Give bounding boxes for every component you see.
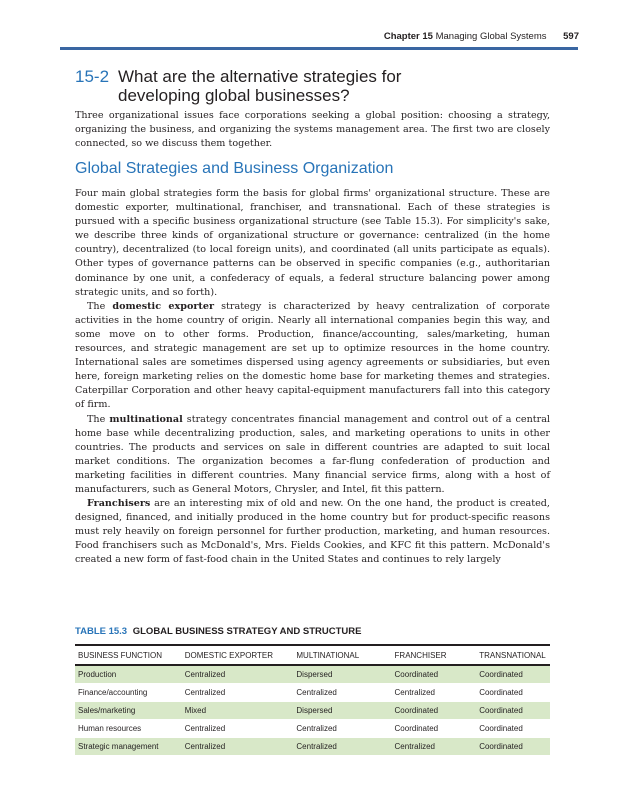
table-cell: Coordinated — [392, 665, 477, 684]
p3-body: strategy concentrates financial management and control out of a central home base while decentralizing production, sales, and marketing operations to units in other countries. The products and services on sale in different countries are adapted to suit local market conditions. The organization becomes a far-flung confederation of production and marketing facilities in different countries. Many financial service firms, along with a host of manufacturers, such as General Motors, Chrysler, and Intel, fit this pattern. — [75, 413, 550, 495]
col-header: TRANSNATIONAL — [476, 645, 550, 665]
table-cell: Finance/accounting — [75, 684, 182, 702]
table-cell: Coordinated — [392, 702, 477, 720]
table-cell: Coordinated — [476, 665, 550, 684]
table-cell: Centralized — [182, 665, 294, 684]
strategy-table — [75, 644, 550, 756]
table-cell: Centralized — [293, 738, 391, 756]
table-title: GLOBAL BUSINESS STRATEGY AND STRUCTURE — [132, 626, 362, 637]
table-cell: Centralized — [293, 684, 391, 702]
table-row — [75, 665, 550, 684]
table-cell: Dispersed — [293, 665, 391, 684]
table-cell: Coordinated — [476, 738, 550, 756]
section-title: What are the alternative strategies for developing global businesses? — [118, 67, 402, 105]
p3-lead: The — [87, 413, 110, 425]
table-cell: Sales/marketing — [75, 702, 182, 720]
col-header: FRANCHISER — [392, 645, 477, 665]
p2-lead: The — [87, 300, 113, 312]
paragraph-4 — [75, 497, 550, 567]
term-multinational: multinational — [109, 413, 183, 425]
table-cell: Coordinated — [392, 720, 477, 738]
paragraph-2 — [75, 300, 550, 413]
table-cell: Centralized — [182, 720, 294, 738]
table-cell: Centralized — [182, 684, 294, 702]
table-cell: Coordinated — [476, 684, 550, 702]
p4-body: are an interesting mix of old and new. On the one hand, the product is created, designed, financed, and initially produced in the home country but for product-specific reasons must rely heavily on foreign personnel for further production, marketing, and human resources. Food franchisers such as McDonald's, Mrs. Fields Cookies, and KFC fit this pattern. McDonald's created a new form of fast-food chain in the United States and continues to rely largely — [75, 498, 550, 566]
term-domestic-exporter: domestic exporter — [112, 300, 215, 312]
col-header: BUSINESS FUNCTION — [75, 645, 182, 665]
page-number: 597 — [563, 31, 579, 42]
chapter-title: Managing Global Systems — [435, 31, 547, 42]
table-row — [75, 738, 550, 756]
col-header: DOMESTIC EXPORTER — [182, 645, 294, 665]
table-cell: Centralized — [392, 738, 477, 756]
table-cell: Human resources — [75, 720, 182, 738]
table-cell: Mixed — [182, 702, 294, 720]
table-cell: Strategic management — [75, 738, 182, 756]
table-row — [75, 720, 550, 738]
table-cell: Coordinated — [476, 720, 550, 738]
table-cell: Dispersed — [293, 702, 391, 720]
table-cell: Production — [75, 665, 182, 684]
table-cell: Coordinated — [476, 702, 550, 720]
table-label: TABLE 15.3 — [75, 626, 128, 637]
main-text — [75, 187, 550, 568]
chapter-label: Chapter 15 — [383, 31, 433, 42]
header-rule — [60, 47, 578, 50]
paragraph-1: Four main global strategies form the basis for global firms' organizational structure. These are domestic exporter, multinational, franchiser, and transnational. Each of these strategies is pursued with a specific business organizational structure (see Table 15.3). For simplicity's sake, we describe three kinds of organizational structure or governance: centralized (in the home country), decentralized (to local foreign units), and coordinated (all units participate as equals). Other types of governance patterns can be observed in specific companies (e.g., authoritarian dominance by one unit, a confederacy of equals, a federal structure balancing power among strategic units, and so forth). — [75, 188, 550, 298]
table-cell: Centralized — [293, 720, 391, 738]
table-header-row — [75, 645, 550, 665]
term-franchisers: Franchisers — [87, 498, 151, 510]
table-row — [75, 684, 550, 702]
p2-body: strategy is characterized by heavy centralization of corporate activities in the home country of origin. Nearly all international companies begin this way, and some move on to other forms. Production, finance/accounting, sales/marketing, human resources, and strategic management are set up to optimize resources in the home country. International sales are sometimes dispersed using agency agreements or subsidiaries, but even here, foreign marketing relies on the domestic home base for marketing themes and strategies. Caterpillar Corporation and other heavy capital-equipment manufacturers fall into this category of firm. — [75, 300, 550, 411]
table-cell: Centralized — [392, 684, 477, 702]
table-row — [75, 702, 550, 720]
col-header: MULTINATIONAL — [293, 645, 391, 665]
table-cell: Centralized — [182, 738, 294, 756]
subheading: Global Strategies and Business Organization — [75, 160, 394, 177]
running-head — [384, 31, 579, 42]
section-number: 15-2 — [75, 67, 110, 86]
intro-paragraph: Three organizational issues face corporations seeking a global position: choosing a strategy, organizing the business, and organizing the systems management area. The first two are closely connected, so we discuss them together. — [75, 110, 550, 150]
paragraph-3 — [75, 413, 550, 498]
table-caption — [75, 626, 361, 637]
